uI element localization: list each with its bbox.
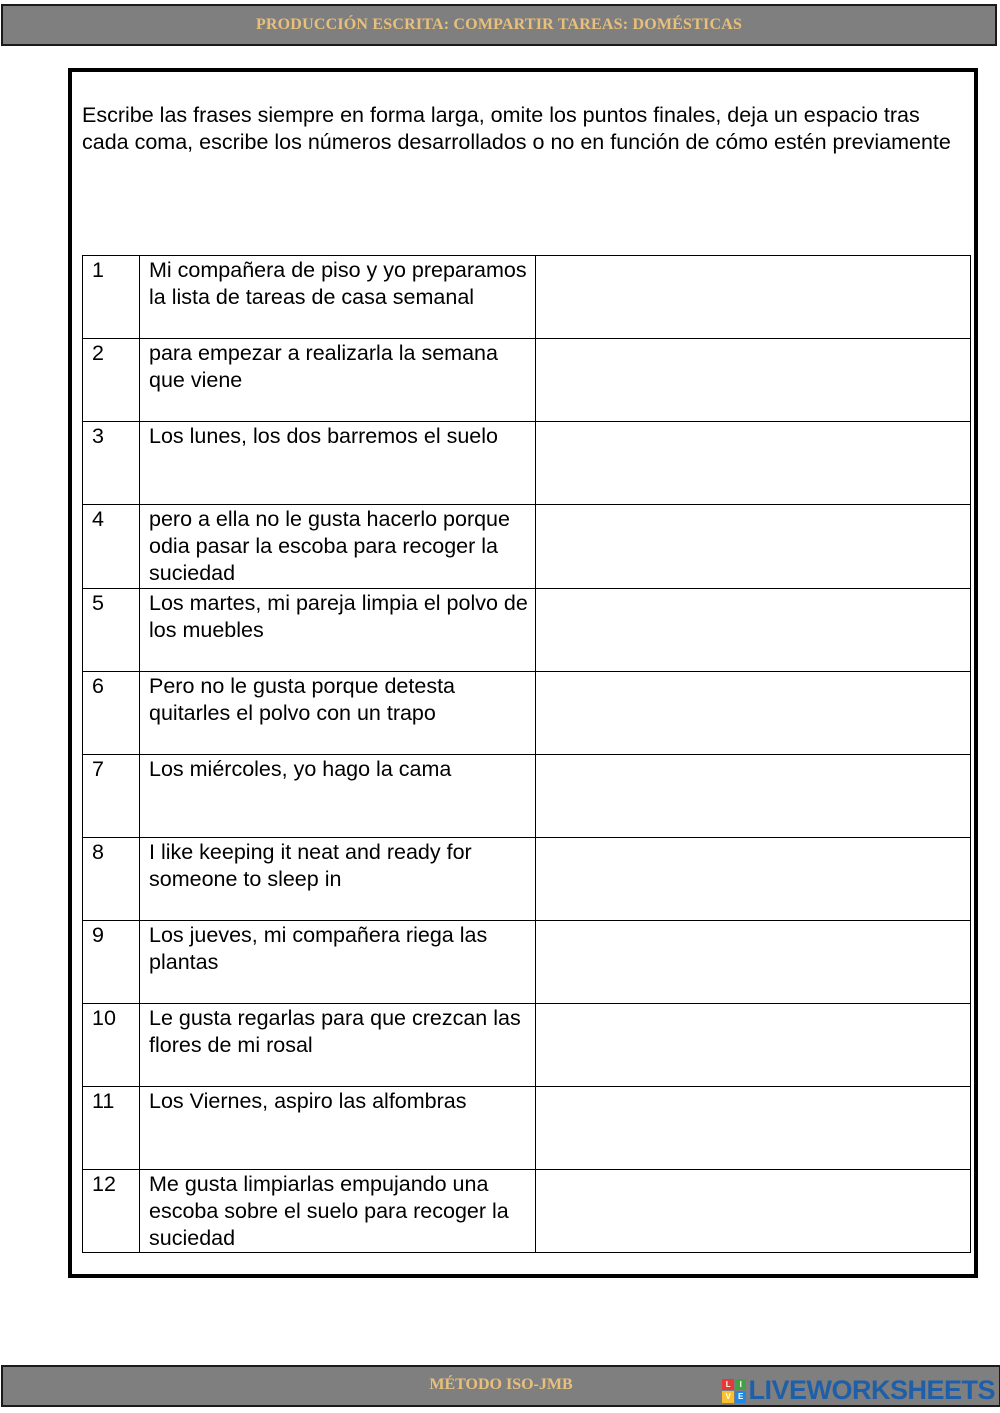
answer-cell xyxy=(536,754,971,837)
answer-cell xyxy=(536,1169,971,1253)
row-number: 9 xyxy=(83,920,140,1003)
answer-input[interactable] xyxy=(536,339,970,420)
logo-letter: I xyxy=(735,1379,747,1391)
row-sentence: Le gusta regarlas para que crezcan las flores de mi rosal xyxy=(140,1003,536,1086)
logo-letter: E xyxy=(735,1391,747,1403)
answer-input[interactable] xyxy=(536,755,970,836)
row-sentence: Me gusta limpiarlas empujando una escoba sobre el suelo para recoger la suciedad xyxy=(140,1169,536,1253)
row-sentence: Mi compañera de piso y yo preparamos la lista de tareas de casa semanal xyxy=(140,256,536,339)
answer-cell xyxy=(536,256,971,339)
row-sentence: I like keeping it neat and ready for someone to sleep in xyxy=(140,837,536,920)
answer-cell xyxy=(536,671,971,754)
answer-input[interactable] xyxy=(536,505,970,586)
row-number: 12 xyxy=(83,1169,140,1253)
table-row xyxy=(83,256,971,339)
answer-cell xyxy=(536,422,971,505)
table-row xyxy=(83,1003,971,1086)
logo-letter: V xyxy=(722,1391,734,1403)
table-row xyxy=(83,754,971,837)
row-number: 1 xyxy=(83,256,140,339)
brand-name: LIVEWORKSHEETS xyxy=(748,1375,995,1405)
table-row xyxy=(83,339,971,422)
table-row xyxy=(83,920,971,1003)
table-row xyxy=(83,505,971,589)
row-sentence: para empezar a realizarla la semana que viene xyxy=(140,339,536,422)
liveworksheets-logo-icon xyxy=(722,1379,746,1403)
row-number: 6 xyxy=(83,671,140,754)
row-number: 10 xyxy=(83,1003,140,1086)
row-sentence: Los miércoles, yo hago la cama xyxy=(140,754,536,837)
instructions-text: Escribe las frases siempre en forma larga, omite los puntos finales, deja un espacio tras cada coma, escribe los números desarrollados o no en función de cómo estén previamente xyxy=(82,103,951,154)
liveworksheets-brand[interactable] xyxy=(722,1375,995,1406)
table-row xyxy=(83,588,971,671)
row-number: 2 xyxy=(83,339,140,422)
answer-input[interactable] xyxy=(536,589,970,670)
table-row xyxy=(83,671,971,754)
worksheet-frame xyxy=(68,68,978,1278)
answer-input[interactable] xyxy=(536,672,970,753)
logo-letter: L xyxy=(722,1379,734,1391)
answer-cell xyxy=(536,505,971,589)
row-number: 4 xyxy=(83,505,140,589)
row-number: 8 xyxy=(83,837,140,920)
answer-cell xyxy=(536,339,971,422)
row-number: 3 xyxy=(83,422,140,505)
table-row xyxy=(83,837,971,920)
row-sentence: Pero no le gusta porque detesta quitarles el polvo con un trapo xyxy=(140,671,536,754)
table-row xyxy=(83,1086,971,1169)
row-number: 7 xyxy=(83,754,140,837)
answer-cell xyxy=(536,588,971,671)
answer-input[interactable] xyxy=(536,838,970,919)
row-sentence: Los Viernes, aspiro las alfombras xyxy=(140,1086,536,1169)
row-sentence: pero a ella no le gusta hacerlo porque odia pasar la escoba para recoger la suciedad xyxy=(140,505,536,589)
answer-cell xyxy=(536,920,971,1003)
row-sentence: Los martes, mi pareja limpia el polvo de los muebles xyxy=(140,588,536,671)
exercise-table xyxy=(82,255,971,1253)
table-row xyxy=(83,422,971,505)
answer-input[interactable] xyxy=(536,1004,970,1085)
answer-input[interactable] xyxy=(536,256,970,337)
row-number: 5 xyxy=(83,588,140,671)
answer-cell xyxy=(536,1003,971,1086)
answer-input[interactable] xyxy=(536,921,970,1002)
table-row xyxy=(83,1169,971,1253)
method-label: MÉTODO ISO-JMB xyxy=(429,1376,573,1393)
bottom-banner xyxy=(1,1365,1000,1407)
row-sentence: Los lunes, los dos barremos el suelo xyxy=(140,422,536,505)
answer-cell xyxy=(536,1086,971,1169)
answer-input[interactable] xyxy=(536,1170,970,1251)
answer-input[interactable] xyxy=(536,1087,970,1168)
row-number: 11 xyxy=(83,1086,140,1169)
row-sentence: Los jueves, mi compañera riega las plantas xyxy=(140,920,536,1003)
answer-input[interactable] xyxy=(536,422,970,503)
answer-cell xyxy=(536,837,971,920)
page-title: PRODUCCIÓN ESCRITA: COMPARTIR TAREAS: DOMÉSTICAS xyxy=(255,16,743,33)
top-banner xyxy=(1,4,997,46)
